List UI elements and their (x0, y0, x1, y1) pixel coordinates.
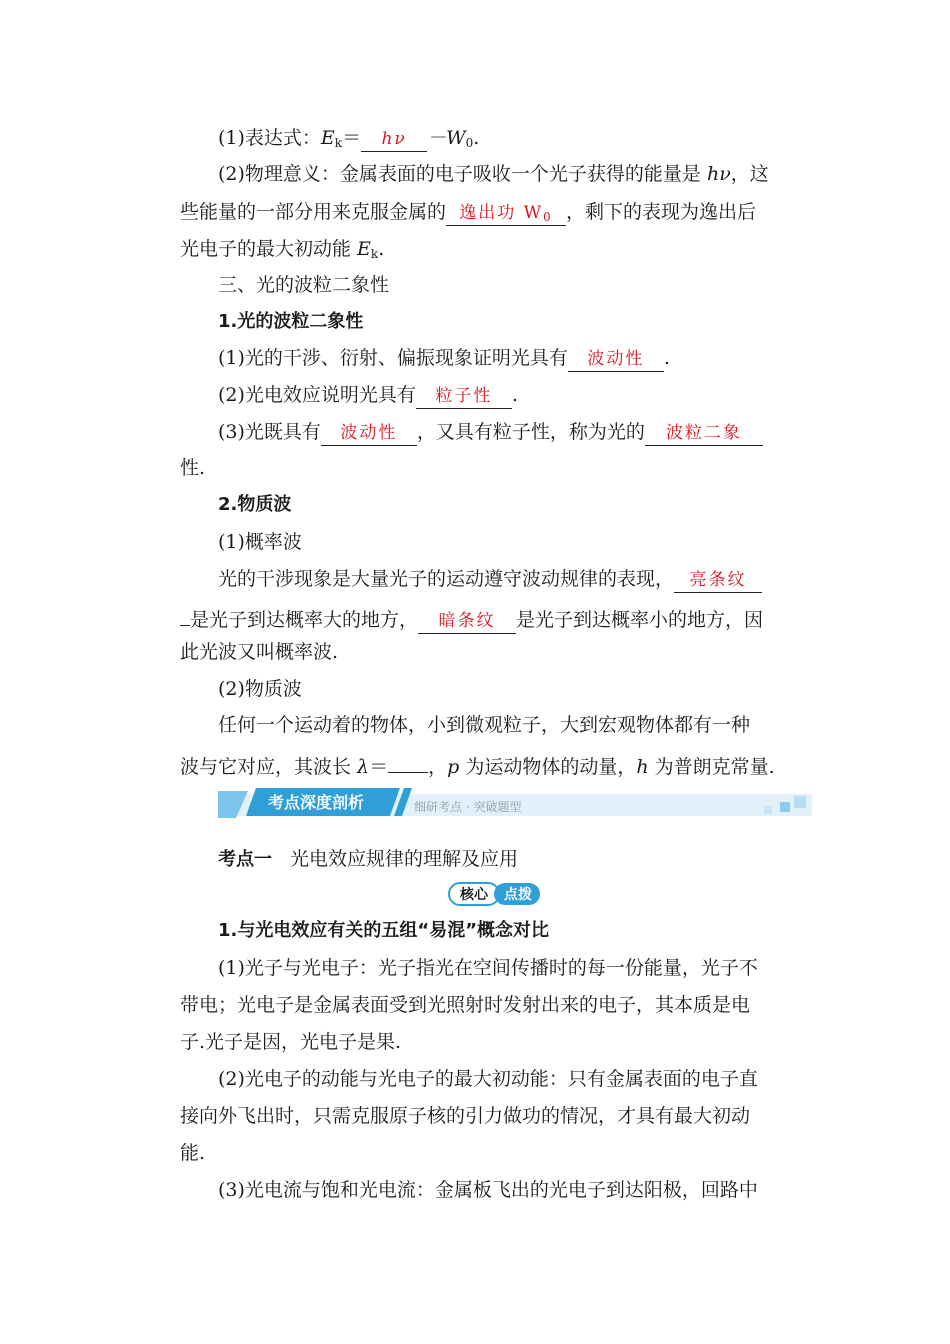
subheading-wave-particle: 1.光的波粒二象性 (218, 311, 364, 332)
section-banner (218, 788, 812, 818)
meaning-line-3: 光电子的最大初动能 $E_k$. (180, 238, 385, 261)
paragraph-wave: (1)光的干涉、衍射、偏振现象证明光具有 波动性 . (218, 346, 670, 372)
meaning-line-1: (2)物理意义：金属表面的电子吸收一个光子获得的能量是 hν，这 (218, 163, 769, 185)
banner-square (780, 802, 790, 812)
core-badge (448, 882, 542, 906)
badge-text-tips: 点拨 (504, 887, 532, 903)
probability-line-1: 光的干涉现象是大量光子的运动遵守波动规律的表现， 亮条纹 (218, 567, 762, 593)
paragraph-particle: (2)光电效应说明光具有 粒子性 . (218, 383, 518, 409)
blank-hv: hν (361, 129, 427, 152)
blank-duality: 波粒二象 (645, 423, 763, 446)
concept-p2-l2: 接向外飞出时，只需克服原子核的引力做功的情况，才具有最大初动 (180, 1105, 751, 1127)
meaning-line-2: 些能量的一部分用来克服金属的 逸出功 $W_0$ ，剩下的表现为逸出后 (180, 201, 757, 224)
concept-p2-l1: (2)光电子的动能与光电子的最大初动能：只有金属表面的电子直 (218, 1068, 758, 1090)
concept-heading: 1.与光电效应有关的五组“易混”概念对比 (218, 920, 550, 941)
section-heading: 三、光的波粒二象性 (218, 274, 390, 296)
blank-wave-nature: 波动性 (568, 349, 664, 372)
concept-p3-l1: (3)光电流与饱和光电流：金属板飞出的光电子到达阳极，回路中 (218, 1179, 758, 1201)
blank-wave-nature-2: 波动性 (321, 423, 417, 446)
kaodian-heading: 考点一 光电效应规律的理解及应用 (218, 848, 519, 870)
formula-line: (1)表达式：$E_k= h\nu -W_0$. (218, 127, 480, 150)
banner-square (794, 796, 806, 808)
badge-text-core: 核心 (460, 887, 488, 903)
subheading-matter-wave: 2.物质波 (218, 494, 292, 515)
matter-line-2: 波与它对应，其波长 λ＝ ，p 为运动物体的动量，h 为普朗克常量. (180, 750, 775, 779)
blank-bright-fringe: 亮条纹 (674, 570, 762, 593)
blank-dark-fringe: 暗条纹 (418, 611, 516, 634)
paragraph-duality: (3)光既具有 波动性 ，又具有粒子性，称为光的 波粒二象 (218, 420, 763, 446)
banner-title: 考点深度剖析 (268, 793, 365, 812)
concept-p1-l2: 带电；光电子是金属表面受到光照射时发射出来的电子，其本质是电 (180, 994, 751, 1016)
concept-p1-l1: (1)光子与光电子：光子指光在空间传播时的每一份能量，光子不 (218, 957, 758, 979)
concept-p1-l3: 子.光子是因，光电子是果. (180, 1031, 402, 1053)
probability-heading: (1)概率波 (218, 531, 302, 553)
matter-line-1: 任何一个运动着的物体，小到微观粒子，大到宏观物体都有一种 (218, 714, 751, 736)
matter-heading: (2)物质波 (218, 678, 302, 700)
probability-line-2: 是光子到达概率大的地方， 暗条纹 是光子到达概率小的地方，因 (180, 603, 763, 634)
paragraph-duality-end: 性. (180, 457, 206, 479)
banner-square (764, 806, 772, 814)
probability-line-3: 此光波又叫概率波. (180, 641, 339, 663)
blank-wavelength (388, 750, 428, 773)
concept-p2-l3: 能. (180, 1142, 206, 1164)
blank-particle-nature: 粒子性 (416, 386, 512, 409)
banner-subtitle: 细研考点 · 突破题型 (414, 800, 522, 814)
blank-work-function: 逸出功 $W_0$ (446, 203, 566, 226)
